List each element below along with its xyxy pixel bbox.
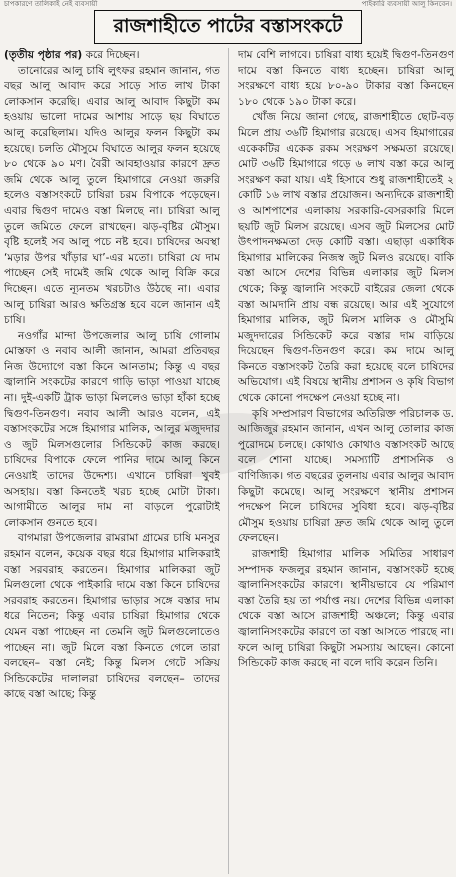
paragraph-2: তানোরের আলু চাষি লুৎফর রহমান জানান, গত বছর আলু আবাদ করে সাড়ে সাত লাখ টাকা লোকসান করেছি। এবার আলু আবাদ কিছুটা কম হওয়ায় ভালো দামের আশায় সাড়ে ছয় বিঘাতে আলু করেছিলাম। যদিও আলুর ফলন কিছুটা কম হয়েছে। চলতি মৌসুমে বিঘাতে আলুর ফলন হয়েছে ৮০ থেকে ৯০ মণ। বৈরী আবহাওয়ার কারণে দ্রুত জমি থেকে আলু তুলে হিমাগারে নেওয়া জরুরি হলেও বস্তাসংকটে চাষিরা চরম বিপাকে পড়েছেন। এবার দ্বিগুণ দামেও বস্তা মিলছে না। চাষিরা আলু তুলে জমিতে ফেলে রাখছেন। ঝড়-বৃষ্টির মৌসুম। বৃষ্টি হলেই সব আলু পচে নষ্ট হবে। চাষিদের অবস্থা ‘মড়ার উপর খাঁড়ার ঘা’-এর মতো। চাষিরা যে দাম পাচ্ছেন সেই দামেই জমি থেকে আলু বিক্রি করে দিচ্ছেন। এতে ন্যূনতম খরচটাও উঠছে না। এবার আলু চাষিরা আরও ক্ষতিগ্রস্ত হবে বলে জানান এই চাষি। <box>4 64 220 327</box>
paragraph-5: দাম বেশি লাগবে। চাষিরা বাধ্য হয়েই দ্বিগুণ-তিনগুণ দামে বস্তা কিনতে বাধ্য হচ্ছেন। চাষিরা আলু সংরক্ষণে বাধ্য হয়ে ৮০-৯০ টাকার বস্তা কিনছেন ১৮০ থেকে ১৯০ টাকা করে। <box>238 49 454 108</box>
paragraph-1 <box>4 48 220 64</box>
continued-from-label: (তৃতীয় পৃষ্ঠার পর) <box>4 49 83 61</box>
previous-article-text-left: চাপকারণে তালিকাই নেই ব্যবসায়ী <box>4 0 98 8</box>
article-column-right <box>238 48 454 876</box>
paragraph-6: খোঁজ নিয়ে জানা গেছে, রাজশাহীতে ছোট-বড় মিলে প্রায় ৩৬টি হিমাগার রয়েছে। এসব হিমাগারের একেকটির একেক রকম সংরক্ষণ সক্ষমতা রয়েছে। মোট ৩৬টি হিমাগারে গড়ে ৬ লাখ বস্তা করে আলু সংরক্ষণ করা যায়। এই হিসাবে শুধু রাজশাহীতেই ২ কোটি ১৬ লাখ বস্তার প্রয়োজন। অন্যদিকে রাজশাহী ও আশপাশের এলাকায় সরকারি-বেসরকারি মিলে ছয়টি জুট মিলস রয়েছে। এসব জুট মিলসের মোট উৎপাদনক্ষমতা দেড় কোটি বস্তা। এছাড়া একাধিক হিমাগার মালিকের নিজস্ব জুট মিলও রয়েছে। বাকি বস্তা আসে দেশের বিভিন্ন এলাকার জুট মিলস থেকে; কিন্তু জ্বালানি সংকটে বাইরের জেলা থেকে বস্তা আমদানি প্রায় বন্ধ রয়েছে। আর এই সুযোগে হিমাগার মালিক, জুট মিলস মালিক ও মৌসুমি মজুদদারের সিন্ডিকেট করে বস্তার দাম বাড়িয়ে দিয়েছেন দ্বিগুণ-তিনগুণ করে। কম দামে আলু কিনতে বস্তাসংকট তৈরি করা হয়েছে বলে চাষিদের অভিযোগ। এই বিষয়ে স্থানীয় প্রশাসন ও কৃষি বিভাগ থেকে কোনো পদক্ষেপ নেওয়া হচ্ছে না। <box>238 111 454 405</box>
previous-article-fragment <box>0 0 456 10</box>
paragraph-3: নওগাঁর মান্দা উপজেলার আলু চাষি গোলাম মোস্তফা ও নবাব আলী জানান, আমরা প্রতিবছর নিজ উদ্যোগে বস্তা কিনে আনতাম; কিন্তু এ বছর জ্বালানি সংকটের কারণে গাড়ি ভাড়া পাওয়া যাচ্ছে না। দুই-একটি ট্রাক ভাড়া মিললেও ভাড়া হাঁকা হচ্ছে দ্বিগুণ-তিনগুণ। নবাব আলী আরও বলেন, এই বস্তাসংকটের সঙ্গে হিমাগার মালিক, আলুর মজুদদার ও জুট মিলসগুলোর সিন্ডিকেট কাজ করছে। চাষিদের বিপাকে ফেলে পানির দামে আলু কিনে নেওয়াই তাদের উদ্দেশ্য। এখানে চাষিরা খুবই অসহায়। বস্তা কিনতেই খরচ হচ্ছে মোটা টাকা। আগামীতে আলুর দাম না বাড়লে পুরোটাই লোকসান গুনতে হবে। <box>4 329 220 529</box>
previous-article-text-right: পাইকারি ব্যবসায়ী আলু কিনবেন। <box>361 0 452 8</box>
article-column-left <box>4 48 220 876</box>
paragraph-7: কৃষি সম্প্রসারণ বিভাগের অতিরিক্ত পরিচালক ড. আজিজুর রহমান জানান, এখন আলু তোলার কাজ পুরোদমে চলছে। কোথাও কোথাও বস্তাসংকট আছে বলে শোনা যাচ্ছে। সমস্যাটি প্রশাসনিক ও বাণিজ্যিক। গত বছরের তুলনায় এবার আলুর আবাদ কিছুটা কমেছে। আলু সংরক্ষণে স্থানীয় প্রশাসন পদক্ষেপ নিলে চাষিদের সুবিধা হবে। ঝড়-বৃষ্টির মৌসুম হওয়ায় চাষিরা দ্রুত জমি থেকে আলু তুলে ফেলছেন। <box>238 407 454 545</box>
paragraph-1-text: করে দিচ্ছেন। <box>85 49 140 61</box>
column-divider <box>228 48 229 874</box>
paragraph-8: রাজশাহী হিমাগার মালিক সমিতির সাধারণ সম্পাদক ফজলুর রহমান জানান, বস্তাসংকট হচ্ছে জ্বালানিসংকটের কারণে। স্থানীয়ভাবে যে পরিমাণ বস্তা তৈরি হয় তা পর্যাপ্ত নয়। দেশের বিভিন্ন এলাকা থেকে বস্তা আসে রাজশাহী অঞ্চলে; কিন্তু এবার জ্বালানিসংকটের কারণে তা বস্তা আসতে পারছে না। ফলে আলু চাষিরা কিছুটা সমস্যায় আছেন। কোনো সিন্ডিকেট কাজ করছে না বলে দাবি করেন তিনি। <box>238 548 454 670</box>
paragraph-4: বাগমারা উপজেলার রামরামা গ্রামের চাষি মনসুর রহমান বলেন, কয়েক বছর ধরে হিমাগার মালিকরাই বস্তা সরবরাহ করতেন। হিমাগার মালিকরা জুট মিলগুলো থেকে পাইকারি দামে বস্তা কিনে চাষিদের সরবরাহ করতেন। হিমাগার ভাড়ার সঙ্গে বস্তার দাম ধরে নিতেন; কিন্তু এবার চাষিরা হিমাগার থেকে যেমন বস্তা পাচ্ছেন না তেমনি জুট মিলগুলোতেও পাচ্ছেন না। জুট মিলে বস্তা কিনতে গেলে তারা বলছেন– বস্তা নেই; কিন্তু মিলস গেটে সক্রিয় সিন্ডিকেটের দালালরা চাষিদের বলছেন– তাদের কাছে বস্তা আছে; কিন্তু <box>4 532 220 701</box>
article-headline: রাজশাহীতে পাটের বস্তাসংকটে <box>94 10 362 44</box>
